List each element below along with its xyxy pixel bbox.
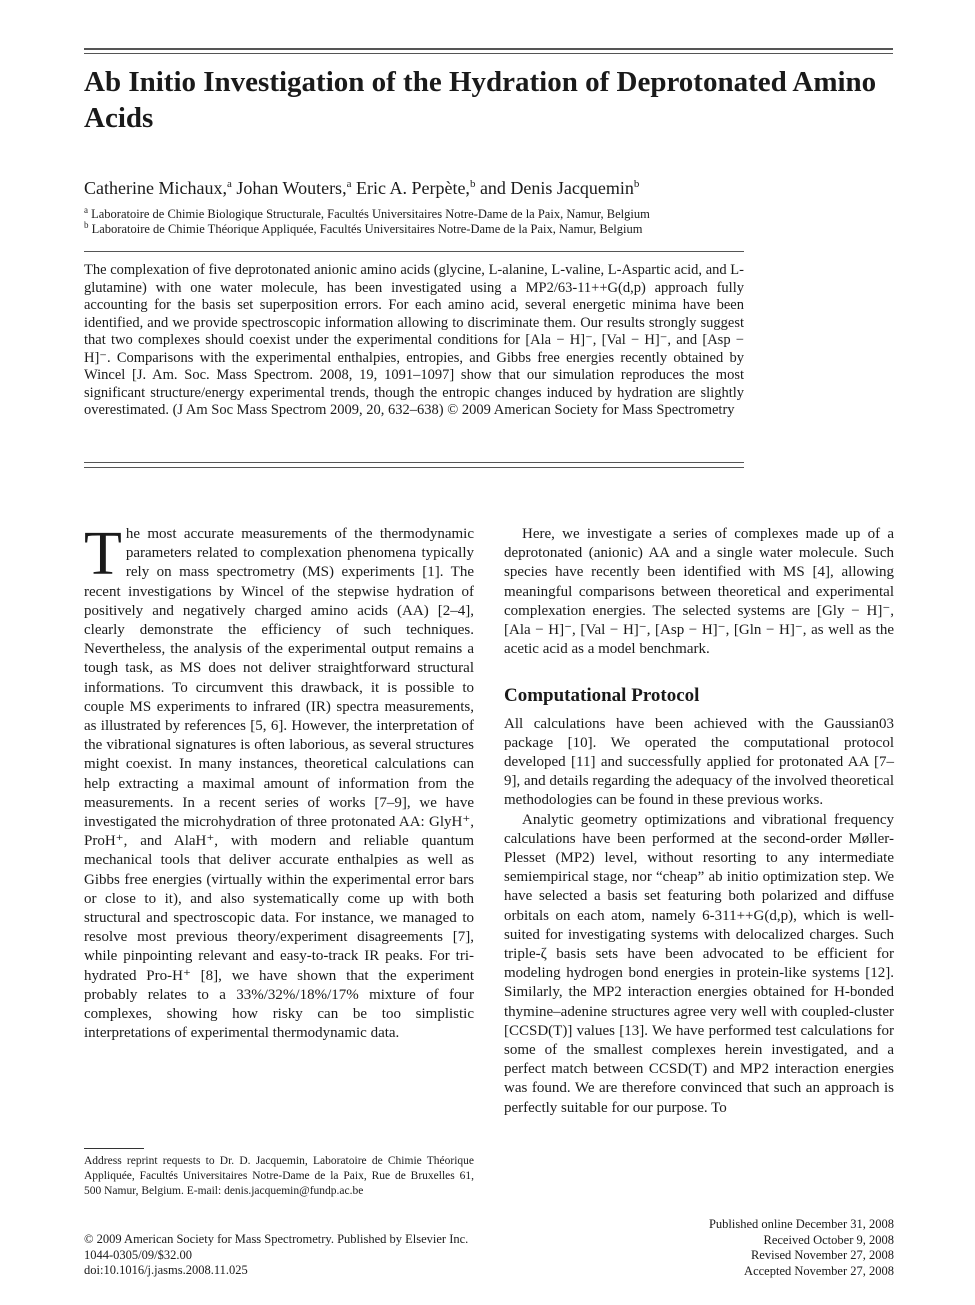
correspondence-footnote: Address reprint requests to Dr. D. Jacquemin, Laboratoire de Chimie Théorique Appliquée, Facultés Universitaires Notre-Dame de la Paix, Rue de Bruxelles 61, 500 Namur, Belgium. E-mail: denis.jacquemin@fundp.ac.be: [84, 1155, 474, 1197]
abstract-bottom-rule-1: [84, 462, 744, 463]
article-title: Ab Initio Investigation of the Hydration of Deprotonated Amino Acids: [84, 66, 877, 134]
protocol-paragraph-2: Analytic geometry optimizations and vibrational frequency calculations have been performed at the second-order Møller-Plesset (MP2) level, without resorting to any intermediate semiempirical stage, nor “cheap” ab initio optimization step. We have selected a basis set featuring both polarized and diffuse orbitals on each atom, namely 6-311++G(d,p), which is well-suited for investigating systems with delocalized charges. Such triple-ζ basis sets have been advocated to be efficient for modeling hydrogen bond energies in protein-like systems [12]. Similarly, the MP2 interaction energies obtained for H-bonded thymine–adenine structures agree very well with coupled-cluster [CCSD(T)] values [13]. We have performed test calculations for some of the smallest complexes herein investigated, and a perfect match between CCSD(T) and MP2 interaction energies was found. We are therefore convinced that such an approach is perfectly suitable for our purpose. To: [504, 811, 894, 1116]
accepted-date: Accepted November 27, 2008: [744, 1263, 894, 1278]
affiliation-text: Laboratoire de Chimie Biologique Structurale, Facultés Universitaires Notre-Dame de la Paix, Namur, Belgium: [88, 207, 650, 222]
affiliation-b: [84, 220, 642, 237]
author-name: Eric A. Perpète,: [351, 178, 470, 198]
abstract-bottom-rule-2: [84, 467, 744, 468]
affiliation-mark: b: [84, 220, 89, 230]
doi-line: doi:10.1016/j.jasms.2008.11.025: [84, 1263, 248, 1277]
author-name: and Denis Jacquemin: [475, 178, 634, 198]
abstract-top-rule: [84, 251, 744, 252]
intro-continuation-paragraph: Here, we investigate a series of complexes made up of a deprotonated (anionic) AA and a single water molecule. Such species have recently been identified with MS [4], allowing meaningful comparisons between theoretical and experimental complexation energies. The selected systems are [Gly − H]⁻, [Ala − H]⁻, [Val − H]⁻, [Asp − H]⁻, [Gln − H]⁻, as well as the acetic acid as a model benchmark.: [504, 526, 894, 658]
author-list: [84, 178, 639, 199]
issn-line: 1044-0305/09/$32.00: [84, 1247, 192, 1262]
author-affiliation-mark: a: [346, 178, 352, 190]
copyright-line: © 2009 American Society for Mass Spectrometry. Published by Elsevier Inc.: [84, 1232, 469, 1246]
footnote-rule: [84, 1148, 144, 1149]
copyright-block: [84, 1232, 468, 1279]
affiliation-text: Laboratoire de Chimie Théorique Appliquée, Facultés Universitaires Notre-Dame de la Paix, Namur, Belgium: [88, 222, 643, 237]
author-affiliation-mark: a: [226, 178, 232, 190]
drop-cap: T: [84, 520, 122, 588]
top-rule-thin: [84, 53, 893, 54]
paragraph-text: he most accurate measurements of the thermodynamic parameters related to complexation phenomena typically rely on mass spectrometry (MS) experiments [1]. The recent investigations by Wincel of the stepwise hydration of positively and negatively charged amino acids (AA) [2–4], clearly demonstrate the efficiency of such techniques. Nevertheless, the analysis of the experimental output remains a tough task, as MS does not deliver straightforward structural informations. To circumvent this drawback, it is possible to couple MS experiments to infrared (IR) spectra measurements, as illustrated by references [5, 6]. However, the interpretation of the vibrational signatures is often laborious, as several structures might coexist. In many instances, theoretical calculations can help extracting a maximal amount of information from the measurements. In a recent series of works [7–9], we have investigated the microhydration of three protonated AA: GlyH⁺, ProH⁺, and AlaH⁺, with modern and reliable quantum mechanical tools that deliver accurate enthalpies as well as Gibbs free energies (virtually within the experimental error bars or close to it), and also systematically come up with both structural and spectroscopic data. For instance, we managed to resolve most previous theory/experiment disagreements [7], while pinpointing relevant and easy-to-track IR peaks. For tri-hydrated Pro-H⁺ [8], we have shown that the experiment probably relates to a 33%/32%/18%/17% mixture of four complexes, showing how risky can be too simplistic interpretations of experimental thermodynamic data.: [84, 526, 474, 1042]
revised-date: Revised November 27, 2008: [750, 1248, 894, 1262]
author-name: Catherine Michaux,: [84, 178, 227, 198]
author-name: Johan Wouters,: [231, 178, 347, 198]
top-rule-thick: [84, 48, 893, 50]
introduction-paragraph: [84, 520, 474, 1043]
section-heading: Computational Protocol: [504, 685, 700, 707]
affiliation-mark: a: [84, 205, 88, 215]
published-date: Published online December 31, 2008: [708, 1217, 894, 1231]
body-column-left: [84, 520, 474, 1043]
received-date: Received October 9, 2008: [763, 1232, 894, 1247]
dates-block: [709, 1217, 894, 1279]
abstract: The complexation of five deprotonated anionic amino acids (glycine, L-alanine, L-valine, L-Aspartic acid, and L-glutamine) with one water molecule, has been investigated using a MP2/63-11++G(d,p) approach fully accounting for the basis set superposition errors. For each amino acid, several energetic minima have been identified, and we provide spectroscopic information allowing to discriminate them. Our results strongly suggest that two complexes should coexist under the experimental conditions for [Ala − H]⁻, [Val − H]⁻, and [Asp − H]⁻. Comparisons with the experimental enthalpies, entropies, and Gibbs free energies recently obtained by Wincel [J. Am. Soc. Mass Spectrom. 2008, 19, 1091–1097] show that our simulation reproduces the most significant structure/energy experimental trends, though the entropic changes induced by hydration are slightly overestimated. (J Am Soc Mass Spectrom 2009, 20, 632–638) © 2009 American Society for Mass Spectrometry: [84, 262, 744, 418]
author-affiliation-mark: b: [633, 178, 640, 190]
protocol-paragraph-1: All calculations have been achieved with the Gaussian03 package [10]. We operated the computational protocol developed [11] and successfully applied for protonated AA [7–9], and details regarding the adequacy of the involved theoretical methodologies can be found in these previous works.: [504, 715, 894, 809]
body-column-right: [504, 525, 894, 1118]
author-affiliation-mark: b: [469, 178, 476, 190]
